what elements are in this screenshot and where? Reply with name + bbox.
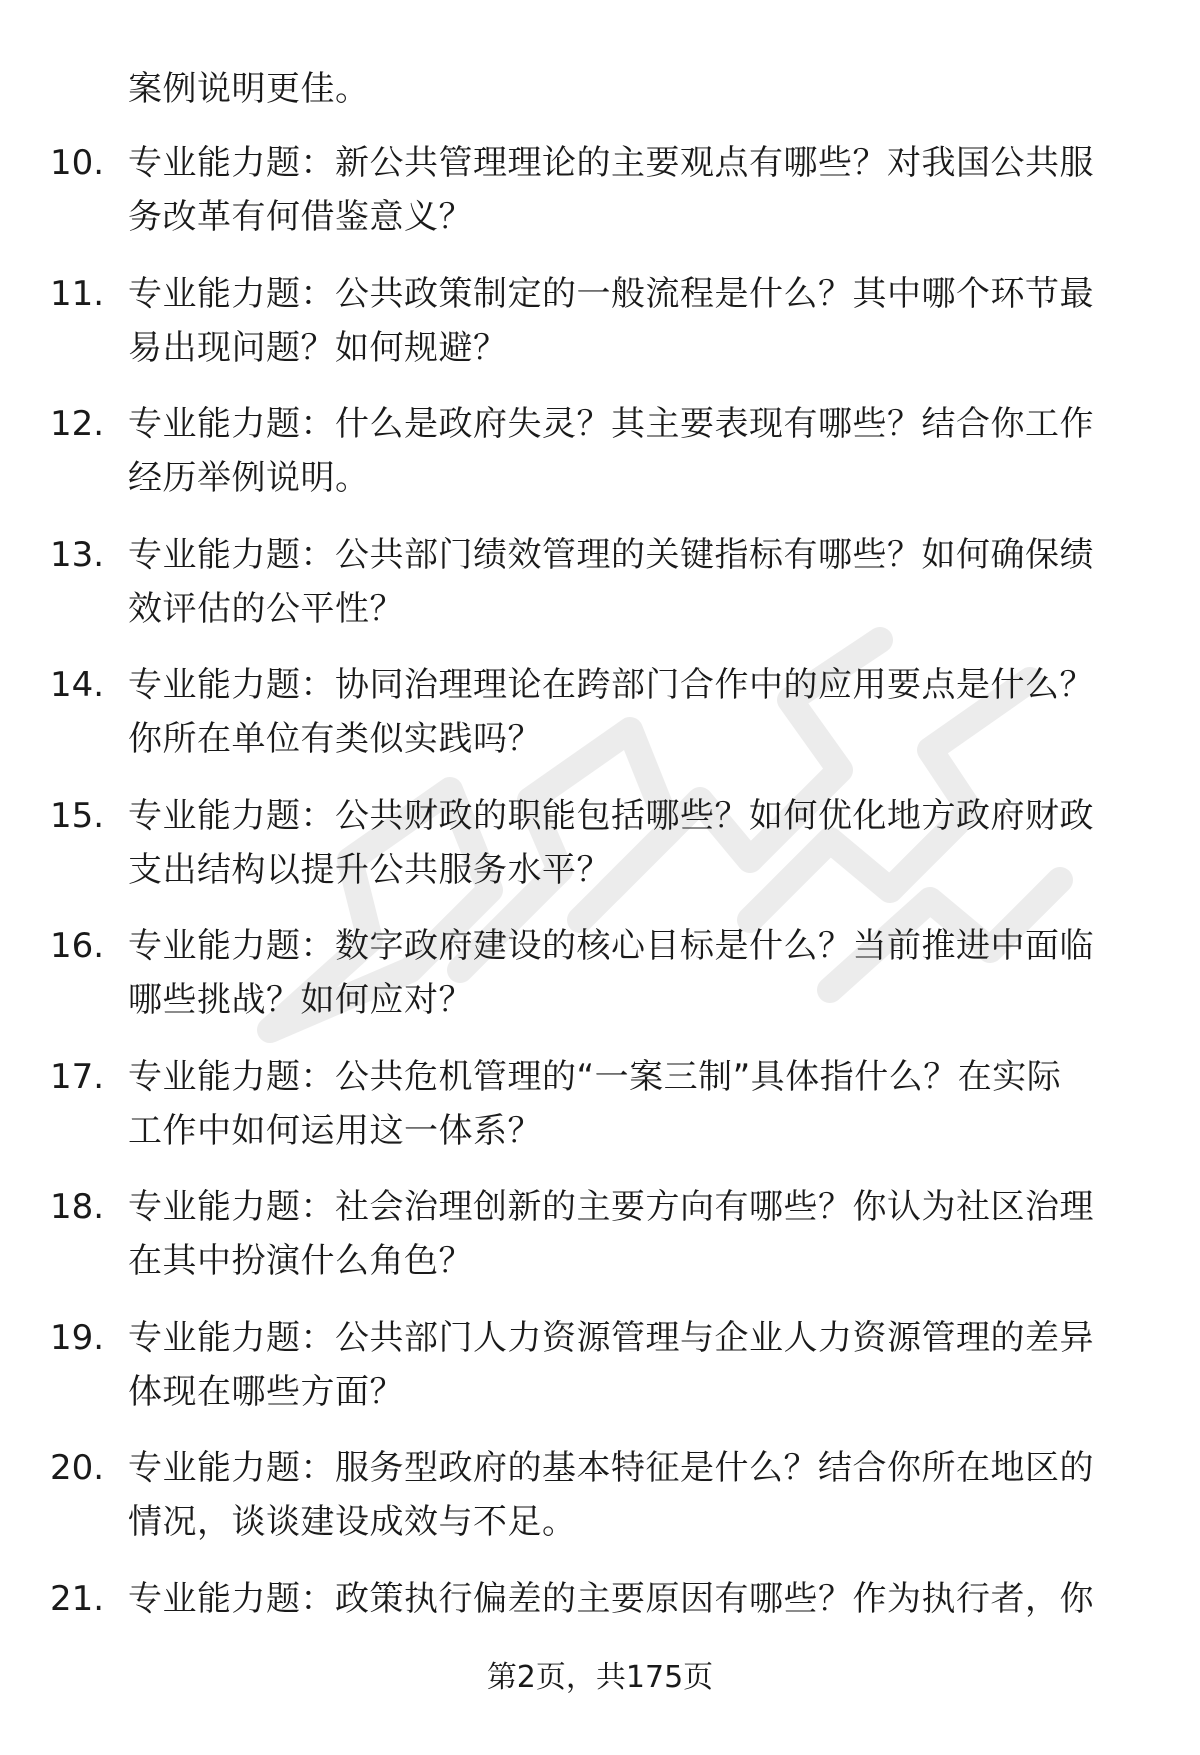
question-text	[128, 919, 1138, 1027]
question-item	[0, 658, 1200, 789]
question-text	[128, 267, 1138, 375]
question-line: 专业能力题：社会治理创新的主要方向有哪些？你认为社区治理	[128, 1187, 1094, 1227]
question-number: 17.	[50, 1056, 105, 1097]
question-line: 在其中扮演什么角色？	[128, 1241, 473, 1281]
question-item	[0, 1050, 1200, 1181]
question-text	[128, 1441, 1138, 1549]
question-text	[128, 1050, 1138, 1158]
question-item	[0, 136, 1200, 267]
question-line: 专业能力题：公共部门人力资源管理与企业人力资源管理的差异	[128, 1317, 1094, 1358]
question-item	[0, 1180, 1200, 1311]
question-item	[0, 1441, 1200, 1572]
question-line: 经历举例说明。	[128, 458, 370, 498]
question-text	[128, 397, 1138, 505]
continuation-text: 案例说明更佳。	[128, 69, 370, 109]
question-line: 专业能力题：服务型政府的基本特征是什么？结合你所在地区的	[128, 1448, 1094, 1488]
question-line: 效评估的公平性？	[128, 588, 404, 629]
question-text	[128, 528, 1138, 636]
question-line: 情况，谈谈建设成效与不足。	[128, 1502, 577, 1542]
question-line: 体现在哪些方面？	[128, 1371, 404, 1412]
question-item	[0, 528, 1200, 659]
question-text	[128, 1572, 1138, 1626]
question-number: 10.	[50, 143, 105, 183]
question-number: 12.	[50, 404, 105, 444]
question-item	[0, 267, 1200, 398]
question-line: 支出结构以提升公共服务水平？	[128, 849, 611, 890]
question-number: 18.	[50, 1187, 105, 1227]
question-number: 15.	[50, 795, 105, 836]
page-footer: 第2页，共175页	[486, 1660, 714, 1695]
question-list	[0, 136, 1200, 1702]
question-line: 专业能力题：政策执行偏差的主要原因有哪些？作为执行者，你	[128, 1578, 1094, 1619]
question-item	[0, 397, 1200, 528]
question-number: 20.	[50, 1448, 105, 1488]
question-line: 专业能力题：新公共管理理论的主要观点有哪些？对我国公共服	[128, 143, 1094, 183]
question-number: 13.	[50, 534, 105, 575]
question-line: 专业能力题：公共财政的职能包括哪些？如何优化地方政府财政	[128, 795, 1094, 836]
question-line: 专业能力题：数字政府建设的核心目标是什么？当前推进中面临	[128, 926, 1094, 966]
question-item	[0, 789, 1200, 920]
question-item	[0, 1311, 1200, 1442]
question-line: 专业能力题：协同治理理论在跨部门合作中的应用要点是什么？	[128, 665, 1094, 705]
question-text	[128, 1180, 1138, 1288]
question-line: 你所在单位有类似实践吗？	[128, 719, 542, 759]
question-line: 专业能力题：公共危机管理的“一案三制”具体指什么？在实际	[128, 1056, 1062, 1097]
question-line: 工作中如何运用这一体系？	[128, 1110, 542, 1151]
question-text	[128, 1311, 1138, 1419]
question-number: 21.	[50, 1578, 105, 1619]
question-line: 专业能力题：什么是政府失灵？其主要表现有哪些？结合你工作	[128, 404, 1094, 444]
question-item	[0, 919, 1200, 1050]
question-text	[128, 658, 1138, 766]
question-line: 专业能力题：公共政策制定的一般流程是什么？其中哪个环节最	[128, 273, 1094, 314]
question-line: 易出现问题？如何规避？	[128, 327, 508, 368]
question-number: 19.	[50, 1317, 105, 1358]
question-line: 专业能力题：公共部门绩效管理的关键指标有哪些？如何确保绩	[128, 534, 1094, 575]
question-line: 务改革有何借鉴意义？	[128, 197, 473, 237]
question-text	[128, 136, 1138, 244]
question-number: 16.	[50, 926, 105, 966]
question-number: 11.	[50, 273, 105, 314]
question-text	[128, 789, 1138, 897]
question-number: 14.	[50, 665, 105, 705]
question-line: 哪些挑战？如何应对？	[128, 980, 473, 1020]
